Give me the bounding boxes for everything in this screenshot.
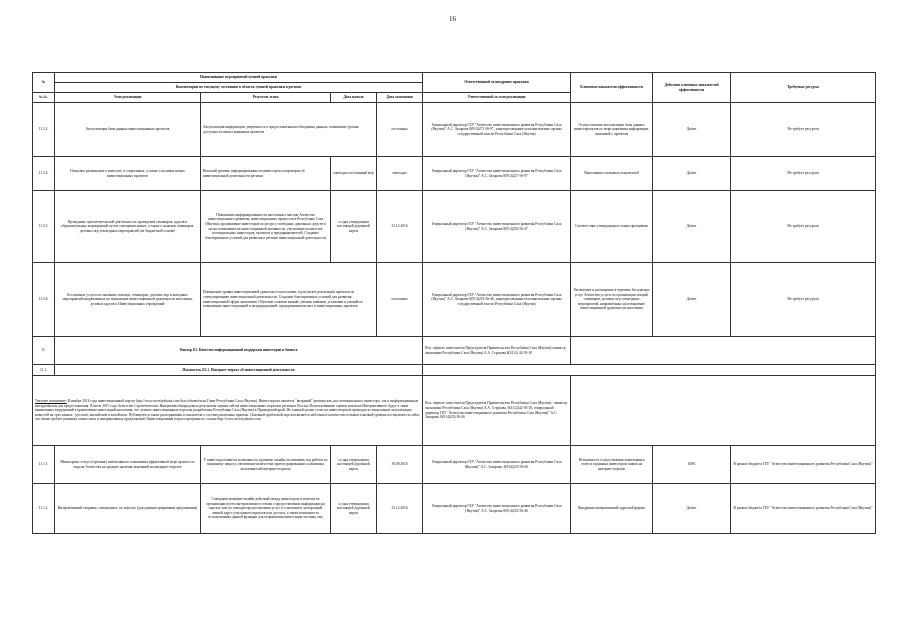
header-resp-step: Ответственный за этап реализации	[423, 93, 571, 103]
header-row-1	[33, 73, 876, 83]
current-state	[33, 376, 423, 446]
factor-empty	[571, 337, 876, 365]
row-start: со дня утверждения настоящей дорожной карты	[331, 446, 377, 484]
row-start: со дня утверждения настоящей дорожной карты	[331, 484, 377, 534]
row-end: постоянно	[377, 263, 423, 337]
row-no: 11.3.6.	[33, 263, 55, 337]
roadmap-table	[32, 72, 876, 534]
row-end: ежегодно	[377, 157, 423, 191]
row-no: 11.3.4.	[33, 157, 55, 191]
row-start: ежегодно постоянный мер	[331, 157, 377, 191]
row-no: 11.3.5.	[33, 191, 55, 263]
header-resp-all: Ответственный за внедрение практики	[423, 73, 571, 93]
header-comment: Комментарии по текущему состоянию в области лучшей практики в регионе	[55, 83, 423, 93]
current-state-lead: Текущее положение:	[35, 399, 67, 404]
row-kpi: Внедрение интерактивной адресной формы	[571, 484, 653, 534]
header-end: Дата окончания	[377, 93, 423, 103]
row-result: У инвестора появится возможность в режиме онлайн отслеживать ход работы по поданному запросу, увеличение количества зарегистрированных и активных пользователей интернет-портала	[201, 446, 331, 484]
row-resp: Генеральный директор ГБУ "Агентство инвестиционного развития Республики Саха (Якутия)" А.С. Захарова 8(914)233-56-46, заинтересованные исполнительные органы государственной власти Республики Саха (Якутия)	[423, 263, 571, 337]
row-step: Мониторинг статуса (тренинг) интенсивного повышения эффективной мере проекта по модели Агентства на предмет наличия замечаний на интернет-портале	[55, 446, 201, 484]
header-no: №	[33, 73, 55, 93]
row-kpi: Соответствие утвержденного плана программы	[571, 191, 653, 263]
page-number: 16	[449, 15, 456, 23]
table-row	[33, 446, 876, 484]
header-start: Дата начала	[331, 93, 377, 103]
table-row	[33, 484, 876, 534]
indicator-no: 11.1.	[33, 365, 55, 376]
row-resp: Генеральный директор ГБУ "Агентство инвестиционного развития Республики Саха (Якутия)" А.С. Захарова 8(914)233-56-46	[423, 484, 571, 534]
header-kpi: Ключевые показатели эффективности	[571, 73, 653, 103]
row-resp: Генеральный директор ГБУ "Агентство инвестиционного развития Республики Саха (Якутия)" А.С. Захарова, 8(914)233-56-46	[423, 446, 571, 484]
indicator-title: Показатель Б5.1. Интернет-портал об инвестиционной деятельности	[55, 365, 423, 376]
row-resp: Генеральный директор ГБУ "Агентство инвестиционного развития Республики Саха (Якутия)" А.С. Захарова 8(914)233-56-47	[423, 191, 571, 263]
row-actual: Да/нет	[653, 484, 731, 534]
row-resources: Не требует ресурсов	[731, 191, 876, 263]
factor-no: 11.	[33, 337, 55, 365]
row-kpi: Возможность осуществления мониторинга статуса поданных инвестором заявок на интернет-портале	[571, 446, 653, 484]
row-end: 31.12.2016	[377, 484, 423, 534]
table-row	[33, 103, 876, 157]
row-result: Актуализация информации, уверенность в предоставлении необходимых данных, повышение уровня доступности инвестиционных проектов	[201, 103, 377, 157]
current-state-empty	[571, 376, 876, 446]
row-step: Интерактивный отправка, электронное, по порталу (для администрирования предложения)	[55, 484, 201, 534]
factor-resp: Исп. первого заместителя Председателя Правительства Республики Саха (Якутия)-министр экономики Республики Саха (Якутия) А.А. Струкова 8(4112) 42-03-10	[423, 337, 571, 365]
current-state-row	[33, 376, 876, 446]
row-actual: Да/нет	[653, 263, 731, 337]
row-result: Совершенствование онлайн-действий между инвестором и агентом по организации путем интерактивного отзыва о предоставлении информации на портале или по поводам предоставления услуг и о наличии в электронной личной адрес участников порталов или доступа, а также возможность использования данной функции для отправления инвестиции частных лиц	[201, 484, 331, 534]
row-resp: Генеральный директор ГБУ "Агентство инвестиционного развития Республики Саха (Якутия)" А.С. Захарова 8(914)227-56-97	[423, 157, 571, 191]
row-resources: Не требует ресурсов	[731, 263, 876, 337]
header-actual: Действия ключевых показателей эффективности	[653, 73, 731, 103]
row-step: Актуализация базы данных инвестиционных проектов	[55, 103, 201, 157]
row-kpi: Осуществление актуализации базы данных инвестпроектов по мере появления информации, связанной с проектом	[571, 103, 653, 157]
row-resources: В рамках бюджета ГБУ "Агентство инвестиционного развития Республики Саха (Якутия)"	[731, 484, 876, 534]
row-step: Проведение просветительской деятельности, проведение семинаров, курсов и образовательных мероприятий путем освещения новых, а также о наличии семинаров, деловых игр и выездных мероприятий (не бюджетной основе)	[55, 191, 201, 263]
row-result: Повышение информированности населения о миссии Агентства инвестиционного развития, инвестиционных процессов в Республике Саха (Якутия), продвижение инвесторов по ресурсу свободных денежных средств в целях повышения их инвестиционной активности, увеличение количества потенциальных инвесторов, проектов и предпринимателей. Создание благоприятных условий для развития в регионе инвестиционной деятельности	[201, 191, 331, 263]
factor-title: Фактор Б5. Качество информационной поддержки инвесторов и бизнеса	[55, 337, 423, 365]
table-row	[33, 157, 876, 191]
row-start: со дня утверждения настоящей дорожной карты	[331, 191, 377, 263]
indicator-row	[33, 365, 876, 376]
header-resources: Требуемые ресурсы	[731, 73, 876, 103]
table-row	[33, 191, 876, 263]
row-step: Плановое размещение в новостях, в социальных, а также о наличии новых инвестиционных проектов	[55, 157, 201, 191]
row-resources: Не требует ресурсов	[731, 157, 876, 191]
row-actual: Да/нет	[653, 157, 731, 191]
row-no: 11.1.1.	[33, 446, 55, 484]
header-result: Результат этапа	[201, 93, 331, 103]
row-resources: Не требует ресурсов	[731, 103, 876, 157]
table-row	[33, 263, 876, 337]
row-end: постоянно	[377, 103, 423, 157]
row-step: Бесплатные услуги по оказанию помощи, семинаров, деловых игр и выездных мероприятий направленных на повышение инвестиционной грамотности населения, деловых кругов и Инвестиционных учреждений	[55, 263, 201, 337]
row-no: 11.3.2.	[33, 103, 55, 157]
current-state-resp: Исп. первого заместителя Председателя Правительства Республики Саха (Якутия) - министр экономики Республики Саха (Якутия) А.А. Струкова, 8(4112)42-03-10, генеральный директор ГБУ "Агентство инвестиционного развития Республики Саха (Якутия)" А.С. Захарова, 8(914)233-56-46	[423, 376, 571, 446]
row-kpi: Увеличение и расширение в перечень бесплатных услуг Агентства услуги по организации лекций, семинаров, деловых игр и выездных мероприятий, направленных на повышение инвестиционной грамотности населения	[571, 263, 653, 337]
header-step: Этап реализации	[55, 93, 201, 103]
row-resp: Генеральный директор ГБУ "Агентство инвестиционного развития Республики Саха (Якутия)" А.С. Захарова 8(914)271-56-97, заинтересованные исполнительные органы государственной власти Республики Саха (Якутия)	[423, 103, 571, 157]
row-no: 11.1.2.	[33, 484, 55, 534]
row-end: 31.12.2016	[377, 191, 423, 263]
row-result: Высокий уровень информированности инвесторов и партнеров об инвестиционной деятельности региона	[201, 157, 331, 191]
row-actual: Да/нет	[653, 103, 731, 157]
row-result: Повышение уровня инвестиционной грамотности населения, в результате реализации проектов по стимулированию инвестиционной деятельности. Создание благоприятных условий для развития инвестиционной сферы экономики. Обучение основам знаний, умения, навыков, установки и умений по повышению инвестиционной и нетрадиционной, предпринимательских и инвестиционных проектов	[201, 263, 377, 337]
factor-row	[33, 337, 876, 365]
header-no2: №.№.	[33, 93, 55, 103]
indicator-empty	[423, 365, 876, 376]
header-name: Наименование мероприятий/лучшей практики	[55, 73, 423, 83]
row-kpi: Выполнение плановых показателей	[571, 157, 653, 191]
row-actual: Да/нет	[653, 191, 731, 263]
current-state-text: В ноябре 2014 года инвестиционный портал http://www.investyakutia.com был обновлён на Главе Республики Саха (Якутия). Инвестпортал является "витриной" региона как для потенциального инвестора, так и информационным инструментом для предоставления. В июле 2015 года Агентство Стратегических Инициатив обнародовало результаты оценки сайтов инвестиционных порталов регионов России. Использованные оценки показали Интерактивного будут в связи выявленных затруднений в привлечение инвестиций населения, что лучшие инвестиционные порталы разработаны Республики Саха (Якутия) в Приморский край. Не главной целью стоит на инвестпортале проводятся специальные актуализация новостей на трех языках - русском, английском и китайском. Публикуются также распоряжения и показатели о составе различных практик. Основной проблемой портала является небольшое количество отзывов и низкий уровень посещаемости сайта, что также требует развития совместных и интерактивных предложений. Инвестиционный портал программ по ссылке http://www.investyakutia.com	[35, 399, 420, 422]
row-end: 30.09.2016	[377, 446, 423, 484]
row-actual: 100%	[653, 446, 731, 484]
row-resources: В рамках бюджета ГБУ "Агентство инвестиционного развития Республики Саха (Якутия)"	[731, 446, 876, 484]
